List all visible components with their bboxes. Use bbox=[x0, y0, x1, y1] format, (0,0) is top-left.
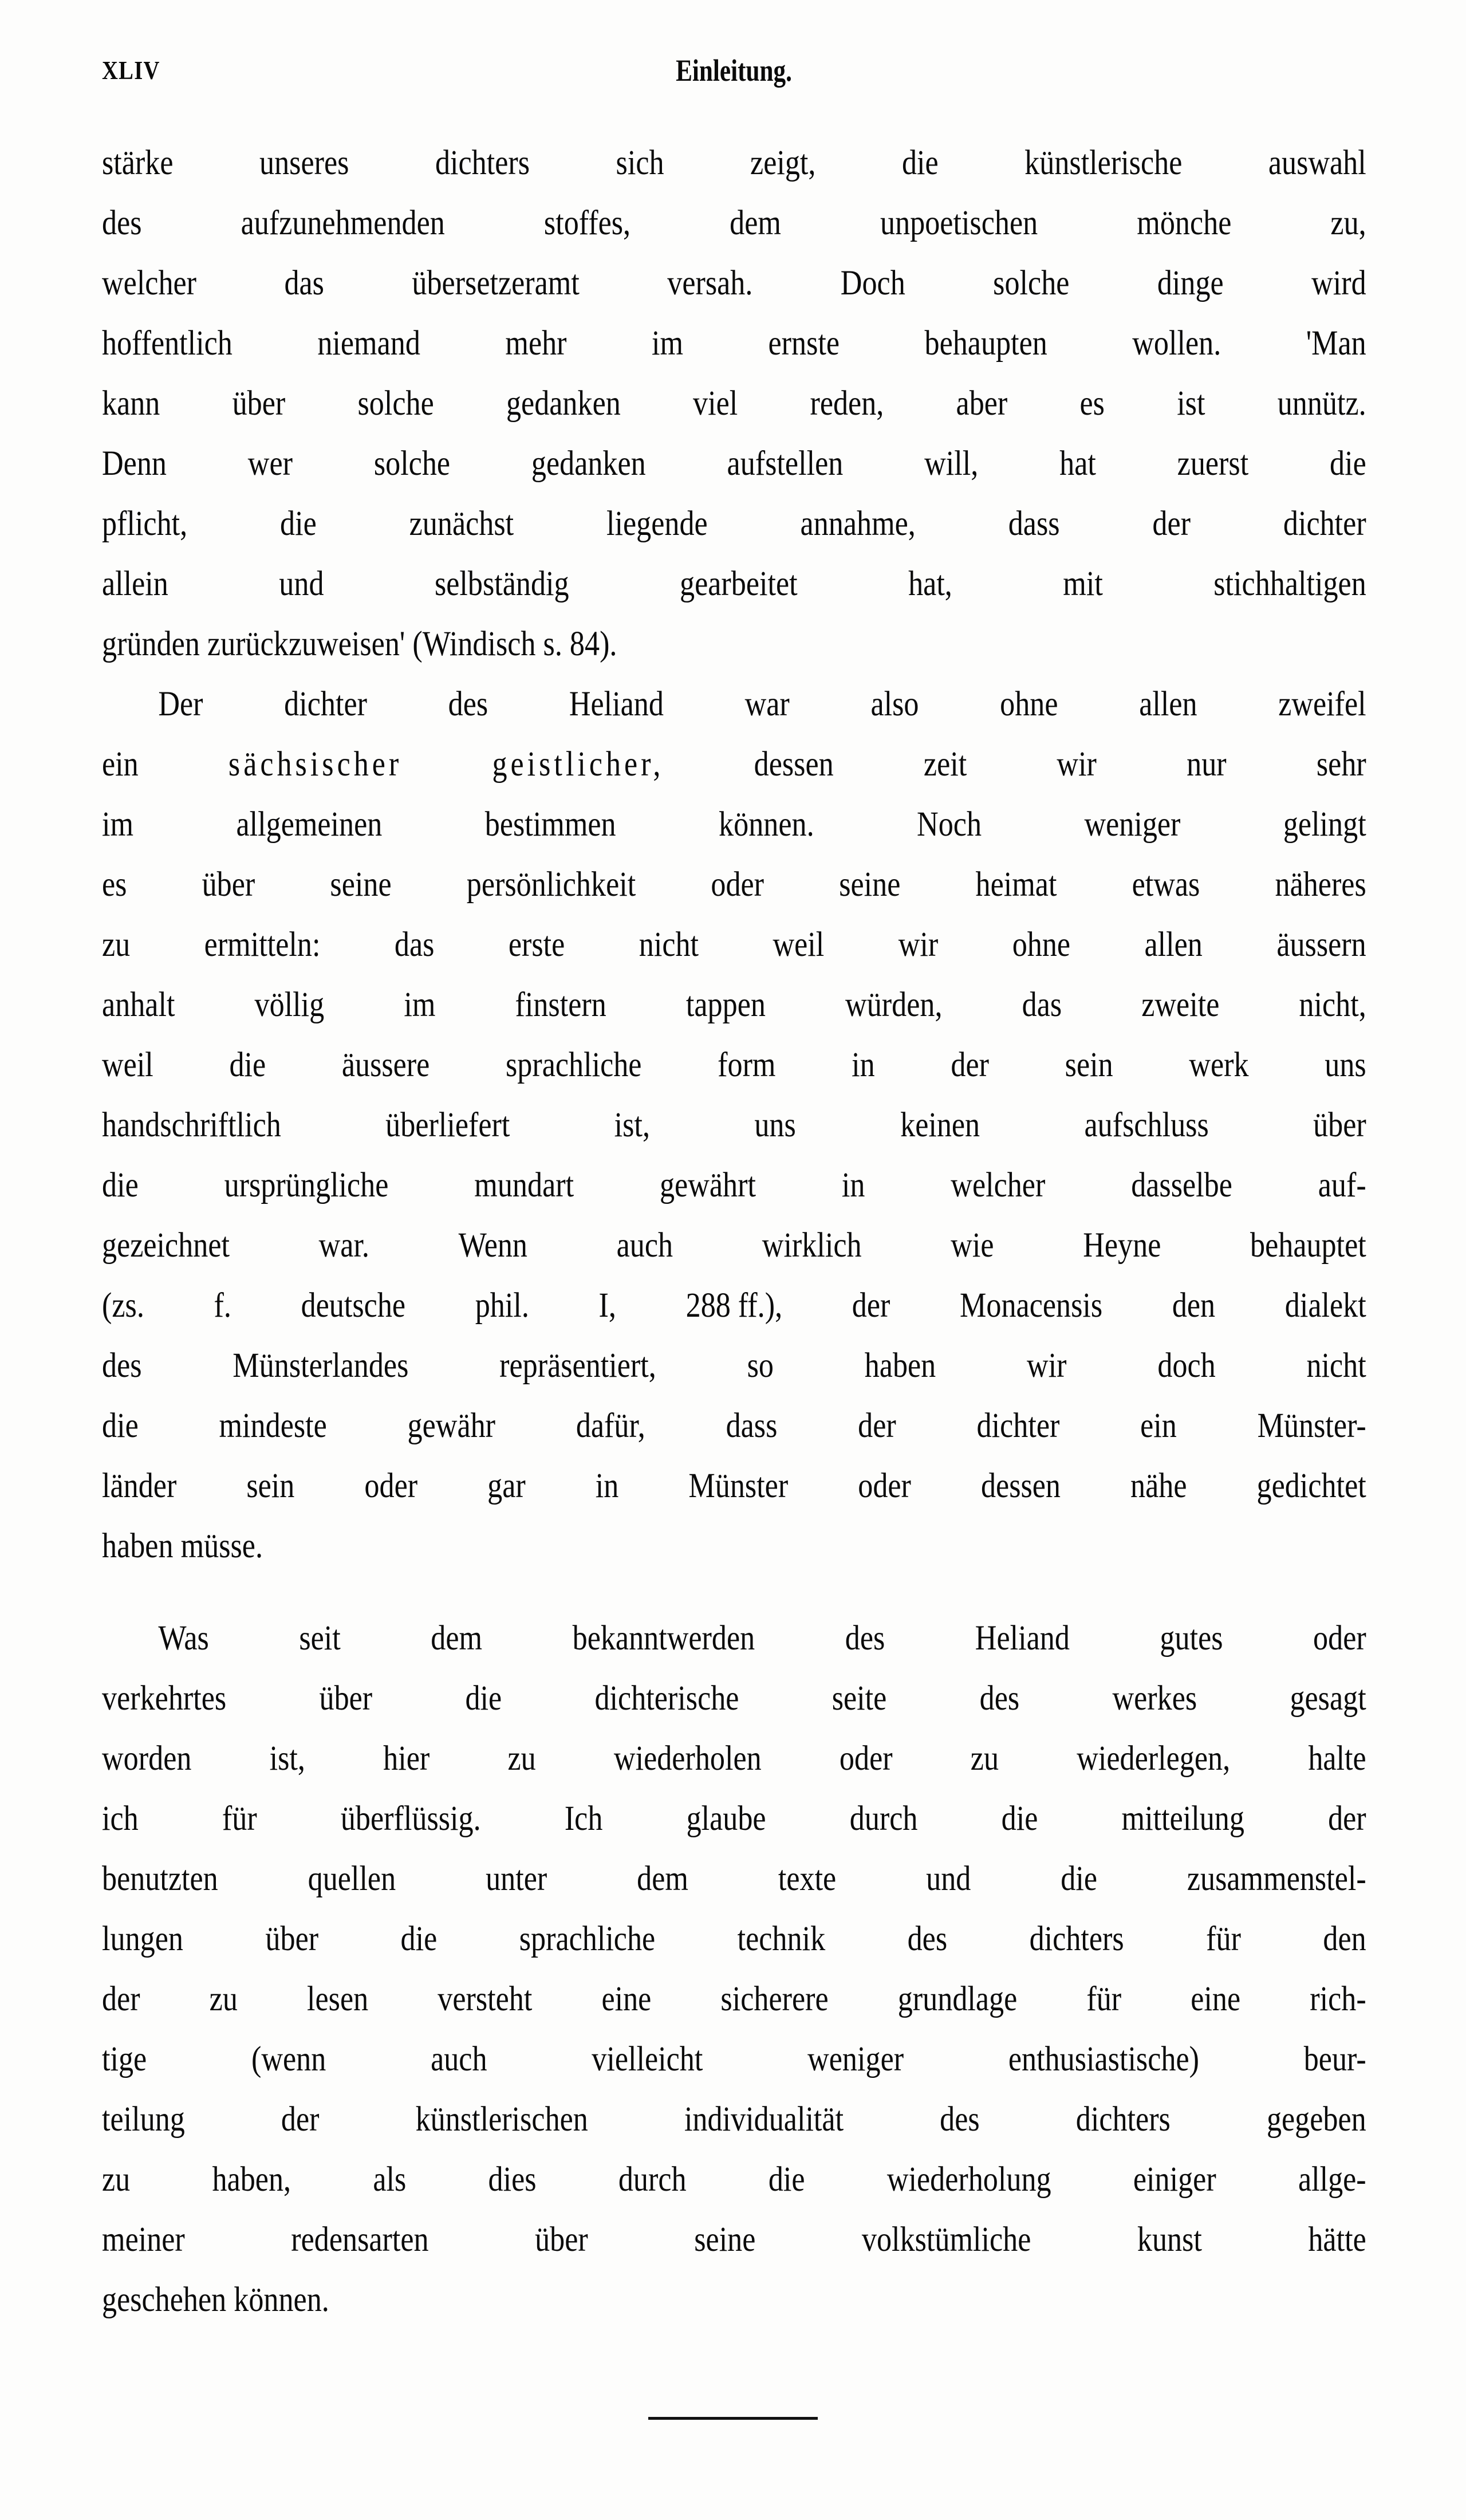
text-line: der zu lesen versteht eine sicherere grundlage für eine rich- bbox=[102, 1980, 1366, 2018]
text-line: teilung der künstlerischen individualität des dichters gegeben bbox=[102, 2100, 1366, 2139]
text-line: weil die äussere sprachliche form in der sein werk uns bbox=[102, 1046, 1366, 1084]
text-line: es über seine persönlichkeit oder seine heimat etwas näheres bbox=[102, 865, 1366, 904]
text-line: Der dichter des Heliand war also ohne allen zweifel bbox=[158, 685, 1366, 723]
text-line: die ursprüngliche mundart gewährt in welcher dasselbe auf- bbox=[102, 1166, 1366, 1204]
text-line: zu haben, als dies durch die wiederholung einiger allge- bbox=[102, 2160, 1366, 2199]
text-line: tige (wenn auch vielleicht weniger enthusiastische) beur- bbox=[102, 2040, 1366, 2078]
text-line: des aufzunehmenden stoffes, dem unpoetischen mönche zu, bbox=[102, 204, 1366, 242]
text-line: haben müsse. bbox=[102, 1527, 263, 1565]
text-line: anhalt völlig im finstern tappen würden, das zweite nicht, bbox=[102, 986, 1366, 1024]
running-head bbox=[102, 55, 1366, 95]
text-line: meiner redensarten über seine volkstümliche kunst hätte bbox=[102, 2220, 1366, 2259]
text-line: ich für überflüssig. Ich glaube durch die mitteilung der bbox=[102, 1800, 1366, 1838]
section-divider bbox=[0, 2412, 1466, 2423]
text-line: gezeichnet war. Wenn auch wirklich wie Heyne behauptet bbox=[102, 1226, 1366, 1265]
text-line: die mindeste gewähr dafür, dass der dichter ein Münster- bbox=[102, 1407, 1366, 1445]
text-line: länder sein oder gar in Münster oder dessen nähe gedichtet bbox=[102, 1467, 1366, 1505]
text-line: kann über solche gedanken viel reden, aber es ist unnütz. bbox=[102, 384, 1366, 423]
text-line: gründen zurückzuweisen' (Windisch s. 84). bbox=[102, 625, 617, 663]
paragraph-2 bbox=[102, 674, 1366, 1576]
page-number: XLIV bbox=[102, 56, 160, 85]
text-line: im allgemeinen bestimmen können. Noch weniger gelingt bbox=[102, 805, 1366, 844]
text-line: hoffentlich niemand mehr im ernste behaupten wollen. 'Man bbox=[102, 324, 1366, 363]
text-line: Was seit dem bekanntwerden des Heliand gutes oder bbox=[158, 1619, 1366, 1657]
text-line: geschehen können. bbox=[102, 2281, 329, 2319]
text-line: lungen über die sprachliche technik des dichters für den bbox=[102, 1920, 1366, 1958]
text-line: stärke unseres dichters sich zeigt, die künstlerische auswahl bbox=[102, 144, 1366, 182]
horizontal-rule bbox=[648, 2417, 818, 2420]
text-line: benutzten quellen unter dem texte und die zusammenstel- bbox=[102, 1860, 1366, 1898]
paragraph-3 bbox=[102, 1608, 1366, 2330]
emphasis-text: sächsischer bbox=[228, 745, 403, 783]
paragraph-1 bbox=[102, 133, 1366, 674]
text-line: zu ermitteln: das erste nicht weil wir ohne allen äussern bbox=[102, 926, 1366, 964]
text-line: (zs. f. deutsche phil. I, 288 ff.), der Monacensis den dialekt bbox=[102, 1286, 1366, 1325]
emphasis-text: geistlicher, bbox=[492, 745, 664, 783]
text-line: handschriftlich überliefert ist, uns keinen aufschluss über bbox=[102, 1106, 1366, 1144]
text-line-emphasis: ein sächsischer geistlicher, dessen zeit wir nur sehr bbox=[102, 734, 1366, 794]
text-line: worden ist, hier zu wiederholen oder zu wiederlegen, halte bbox=[102, 1739, 1366, 1778]
text-line: des Münsterlandes repräsentiert, so haben wir doch nicht bbox=[102, 1346, 1366, 1385]
text-line: allein und selbständig gearbeitet hat, mit stichhaltigen bbox=[102, 565, 1366, 603]
text-line: Denn wer solche gedanken aufstellen will, hat zuerst die bbox=[102, 444, 1366, 483]
running-title: Einleitung. bbox=[676, 53, 792, 88]
body-text bbox=[102, 133, 1366, 2330]
text-line: welcher das übersetzeramt versah. Doch solche dinge wird bbox=[102, 264, 1366, 302]
text-line: pflicht, die zunächst liegende annahme, dass der dichter bbox=[102, 505, 1366, 543]
text-line: verkehrtes über die dichterische seite des werkes gesagt bbox=[102, 1679, 1366, 1718]
